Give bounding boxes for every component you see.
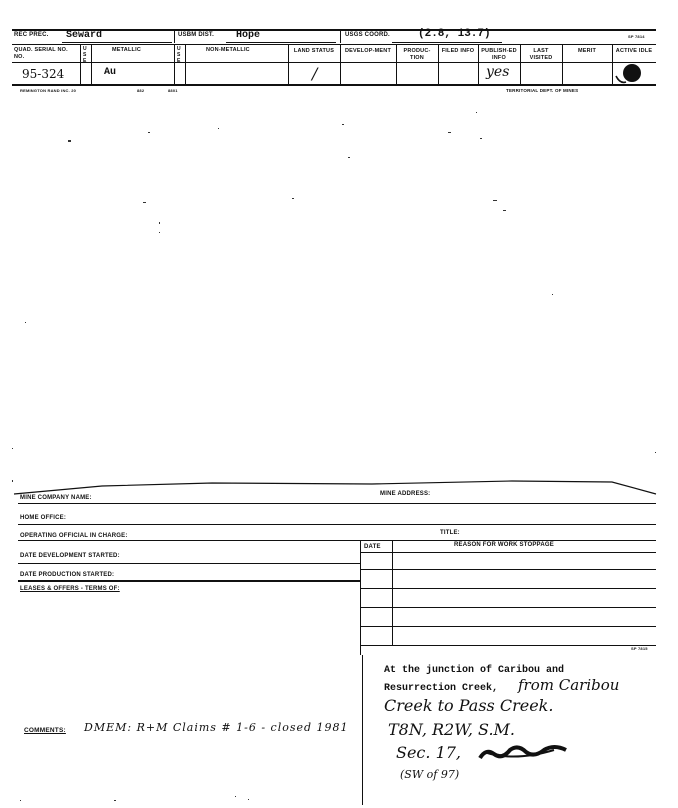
mine-address-label: MINE ADDRESS:	[380, 491, 431, 497]
usgs-coord-value: (2.8, 13.7)	[418, 28, 491, 40]
rec-prec-underline	[62, 42, 172, 43]
col-production: PRODUC-TION	[403, 48, 431, 61]
cell-land-status: /	[312, 64, 318, 83]
operating-official-label: OPERATING OFFICIAL IN CHARGE:	[20, 533, 128, 539]
col-use-2: U S E	[177, 46, 181, 64]
top-border	[12, 29, 656, 31]
cell-published-info: yes	[486, 64, 510, 80]
location-hand-line6: (SW of 97)	[400, 768, 460, 781]
location-hand-line5: Sec. 17,	[396, 743, 462, 762]
col-use-1: U S E	[83, 46, 87, 64]
col-non-metallic: NON-METALLIC	[206, 47, 250, 53]
col-merit: MERIT	[577, 48, 597, 54]
scribble-strikeout	[476, 744, 572, 766]
printer-code-1: 882	[137, 88, 145, 93]
cell-quad-serial: 95-324	[22, 67, 65, 81]
usgs-coord-label: USGS COORD.	[345, 32, 390, 38]
comments-value: DMEM: R+M Claims # 1-6 - closed 1981	[84, 721, 349, 734]
printer-code-2: 8801	[168, 88, 178, 93]
date-prod-started-label: DATE PRODUCTION STARTED:	[20, 572, 115, 578]
col-last-visited: LAST VISITED	[529, 48, 553, 61]
location-hand-line4: T8N, R2W, S.M.	[388, 720, 515, 739]
form-number: SP 7814	[628, 34, 645, 39]
form-number-2: SP 7815	[631, 646, 648, 651]
col-land-status: LAND STATUS	[293, 48, 335, 54]
lower-top-line	[12, 478, 658, 498]
date-dev-started-label: DATE DEVELOPMENT STARTED:	[20, 553, 120, 559]
leases-offers-label: LEASES & OFFERS - TERMS OF:	[20, 586, 120, 592]
rec-prec-value: Seward	[66, 30, 103, 41]
location-typed-line2: Resurrection Creek,	[384, 683, 499, 694]
reason-header: REASON FOR WORK STOPPAGE	[454, 542, 554, 548]
home-office-label: HOME OFFICE:	[20, 515, 67, 521]
location-typed-line1: At the junction of Caribou and	[384, 665, 565, 676]
comments-label: COMMENTS:	[24, 727, 66, 734]
ink-blot-mark	[610, 60, 644, 86]
col-published-info: PUBLISH-ED INFO	[481, 48, 517, 61]
usbm-dist-value: Hope	[236, 30, 261, 41]
location-hand-line3: Creek to Pass Creek.	[384, 696, 554, 715]
date-header: DATE	[364, 544, 381, 550]
col-metallic: METALLIC	[112, 47, 141, 53]
title-label: TITLE:	[440, 530, 460, 536]
col-filed-info: FILED INFO	[441, 48, 475, 54]
col-active-idle: ACTIVE IDLE	[615, 48, 653, 54]
territorial-dept: TERRITORIAL DEPT. OF MINES	[506, 88, 579, 93]
col-quad-serial: QUAD. SERIAL NO. NO.	[14, 47, 68, 60]
mine-company-name-label: MINE COMPANY NAME:	[20, 495, 92, 501]
location-hand-line2: from Caribou	[518, 676, 620, 694]
printer-line: REMINGTON RAND INC. 20	[20, 88, 77, 93]
cell-metallic: Au	[104, 67, 117, 78]
col-development: DEVELOP-MENT	[344, 48, 392, 54]
usbm-dist-label: USBM DIST.	[178, 32, 215, 38]
rec-prec-label: REC PREC.	[14, 32, 49, 38]
